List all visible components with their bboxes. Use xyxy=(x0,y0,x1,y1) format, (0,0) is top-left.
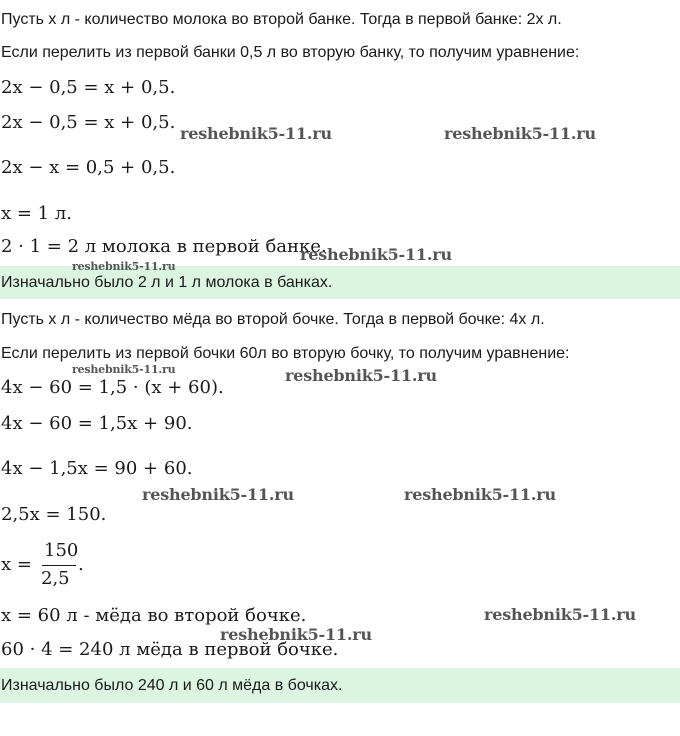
fraction-numerator: 150 xyxy=(44,540,79,561)
watermark: reshebnik5-11.ru xyxy=(142,485,294,504)
p1-equation-5: 2 · 1 = 2 л молока в первой банке. xyxy=(1,236,327,257)
p2-equation-4: 2,5x = 150. xyxy=(1,504,107,525)
watermark: reshebnik5-11.ru xyxy=(444,124,596,143)
watermark: reshebnik5-11.ru xyxy=(72,260,176,273)
p1-equation-4: x = 1 л. xyxy=(1,203,73,224)
fraction-denominator: 2,5 xyxy=(41,568,70,589)
watermark: reshebnik5-11.ru xyxy=(300,245,452,264)
p2-answer-box xyxy=(0,668,680,703)
p1-equation-2: 2x − 0,5 = x + 0,5. xyxy=(1,112,176,133)
fraction-lhs: x = xyxy=(1,554,32,575)
p2-equation-6: x = 60 л - мёда во второй бочке. xyxy=(1,605,307,626)
watermark: reshebnik5-11.ru xyxy=(484,605,636,624)
watermark: reshebnik5-11.ru xyxy=(404,485,556,504)
p2-answer-text: Изначально было 240 л и 60 л мёда в бочках. xyxy=(1,677,343,694)
fraction-end: . xyxy=(78,554,84,575)
fraction-bar xyxy=(42,565,76,566)
p1-answer-text: Изначально было 2 л и 1 л молока в банках. xyxy=(1,274,333,291)
p2-equation-7: 60 · 4 = 240 л мёда в первой бочке. xyxy=(1,639,339,660)
p2-intro: Пусть x л - количество мёда во второй бочке. Тогда в первой бочке: 4x л. xyxy=(1,311,545,328)
p1-equation-3: 2x − x = 0,5 + 0,5. xyxy=(1,157,176,178)
p1-condition: Если перелить из первой банки 0,5 л во вторую банку, то получим уравнение: xyxy=(1,44,580,61)
p1-equation-1: 2x − 0,5 = x + 0,5. xyxy=(1,77,176,98)
p2-condition: Если перелить из первой бочки 60л во вторую бочку, то получим уравнение: xyxy=(1,345,570,362)
watermark: reshebnik5-11.ru xyxy=(180,124,332,143)
watermark: reshebnik5-11.ru xyxy=(220,625,372,644)
p2-fraction-equation xyxy=(1,540,121,596)
p2-equation-2: 4x − 60 = 1,5x + 90. xyxy=(1,413,193,434)
p2-equation-1: 4x − 60 = 1,5 · (x + 60). xyxy=(1,377,224,398)
watermark: reshebnik5-11.ru xyxy=(72,363,176,376)
p2-equation-3: 4x − 1,5x = 90 + 60. xyxy=(1,458,193,479)
watermark: reshebnik5-11.ru xyxy=(285,366,437,385)
p1-intro: Пусть x л - количество молока во второй банке. Тогда в первой банке: 2x л. xyxy=(1,11,562,28)
